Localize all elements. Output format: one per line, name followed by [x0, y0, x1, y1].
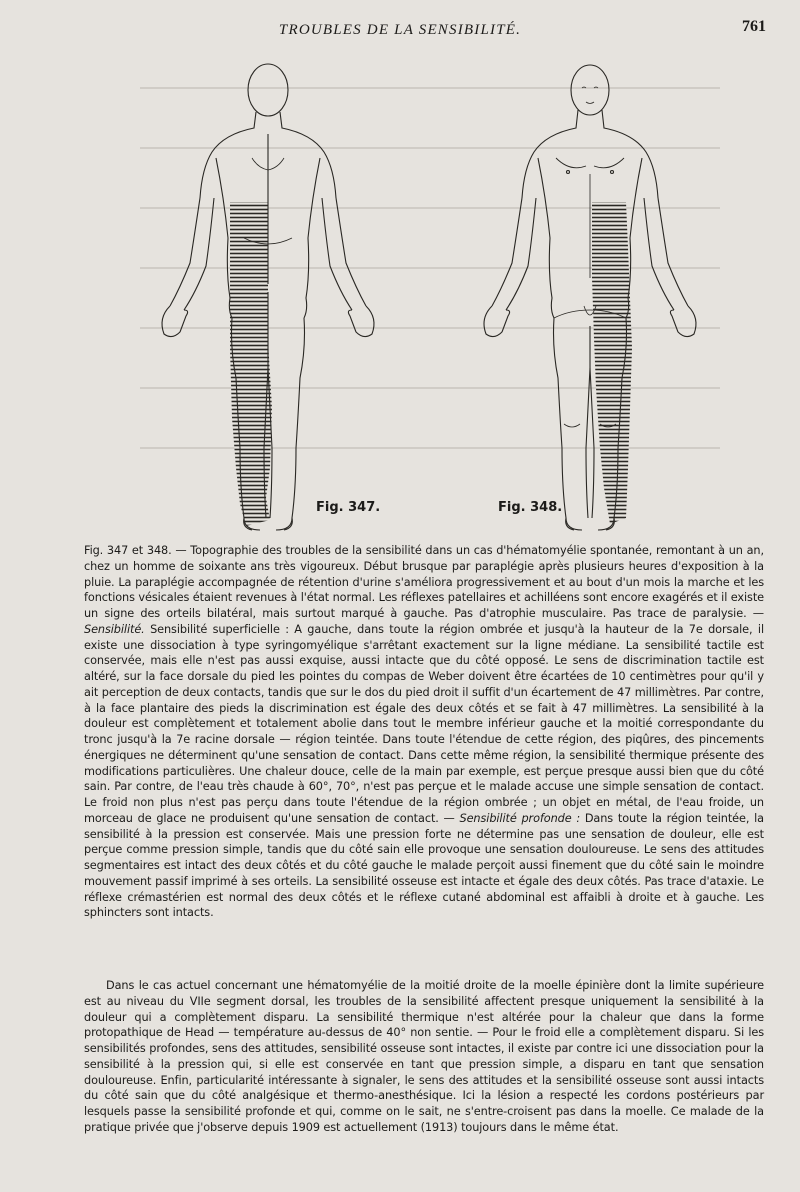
figures-panel — [140, 48, 720, 538]
caption-tail: Dans toute la région teintée, la sensibilité à la pression est conservée. Mais une pression forte ne détermine pas une sensation de douleur, elle est perçue comme pression simple, tandis que du côté sain elle provoque une sensation douloureuse. Le sens des attitudes segmentaires est intact des deux côtés et du côté gauche le malade perçoit aussi finement que du côté sain le moindre mouvement passif imprimé à ses orteils. La sensibilité osseuse est intacte et égale des deux côtés. Pas trace d'ataxie. Le réflexe crémastérien est normal des deux côtés et le réflexe cutané abdominal est affaibli à droite et à gauche. Les sphincters sont intacts. — [84, 811, 764, 920]
caption-sensibilite-label: Sensibilité. — [84, 622, 145, 636]
caption-middle: Sensibilité superficielle : A gauche, dans toute la région ombrée et jusqu'à la hauteur de la 7e dorsale, il existe une dissociation à type syringomyélique s'arrêtant exactement sur la ligne médiane. La sensibilité tactile est conservée, mais elle n'est pas aussi exquise, aussi intacte que du côté opposé. Le sens de discrimination tactile est altéré, sur la face dorsale du pied les pointes du compas de Weber doivent être écartées de 10 centimètres pour qu'il y ait perception de deux contacts, tandis que sur le dos du pied droit il suffit d'un écartement de 47 millimètres. Par contre, à la face plantaire des pieds la discrimination est égale des deux côtés et se fait à 47 millimètres. La sensibilité à la douleur est complètement et totalement abolie dans tout le membre inférieur gauche et la moitié correspondante du tronc jusqu'à la 7e racine dorsale — région teintée. Dans toute l'étendue de cette région, des piqûres, des pincements énergiques ne déterminent qu'une sensation de contact. Dans cette même région, la sensibilité thermique présente des modifications particulières. Une chaleur douce, celle de la main par exemple, est perçue presque aussi bien que du côté sain. Par contre, de l'eau très chaude à 60°, 70°, n'est pas perçue et le malade accuse une simple sensation de contact. Le froid non plus n'est pas perçu dans toute l'étendue de la région ombrée ; un objet en métal, de l'eau froide, un morceau de glace ne produisent qu'une sensation de contact. — — [84, 622, 764, 825]
caption-lead: Fig. 347 et 348. — Topographie des troubles de la sensibilité dans un cas d'hématomyélie spontanée, remontant à un an, chez un homme de soixante ans très vigoureux. Début brusque par paraplégie après plusieurs heures d'exposition à la pluie. La paraplégie accompagnée de rétention d'urine s'améliora progressivement et au bout d'un mois la marche et les fonctions vésicales étaient revenues à l'état normal. Les réflexes patellaires et achilléens sont encore exagérés et il existe un signe des orteils bilatéral, mais surtout marqué à gauche. Pas d'atrophie musculaire. Pas trace de paralysie. — — [84, 544, 764, 620]
figure-348-front-view — [484, 65, 696, 530]
body-paragraph: Dans le cas actuel concernant une hématomyélie de la moitié droite de la moelle épinière dont la limite supérieure est au niveau du VIIe segment dorsal, les troubles de la sensibilité affectent presque uniquement la sensibilité à la douleur qui a complètement disparu. La sensibilité thermique n'est altérée pour la chaleur que dans la forme protopathique de Head — température au-dessus de 40° non sentie. — Pour le froid elle a complètement disparu. Si les sensibilités profondes, sens des attitudes, sensibilité osseuse sont intactes, il existe par contre ici une dissociation pour la sensibilité à la pression qui, si elle est conservée en tant que pression simple, a disparu en tant que sensation douloureuse. Enfin, particularité intéressante à signaler, le sens des attitudes et la sensibilité osseuse sont aussi intacts du côté sain que du côté analgésique et thermo-anesthésique. Ici la lésion a respecté les cordons postérieurs par lesquels passe la sensibilité profonde et qui, comme on le sait, ne s'entre-croisent pas dans la moelle. Ce malade de la pratique privée que j'observe depuis 1909 est actuellement (1913) toujours dans le même état. — [84, 979, 764, 1134]
running-title: TROUBLES DE LA SENSIBILITÉ. — [278, 22, 522, 38]
figure-347-label: Fig. 347. — [316, 500, 381, 515]
body-figures-illustration — [140, 48, 720, 538]
figure-347-back-view — [162, 64, 374, 530]
page-number: 761 — [742, 18, 766, 35]
figure-348-label: Fig. 348. — [498, 500, 563, 515]
figure-caption — [84, 543, 764, 921]
caption-deep-sensibility-label: Sensibilité profonde : — [459, 811, 581, 825]
